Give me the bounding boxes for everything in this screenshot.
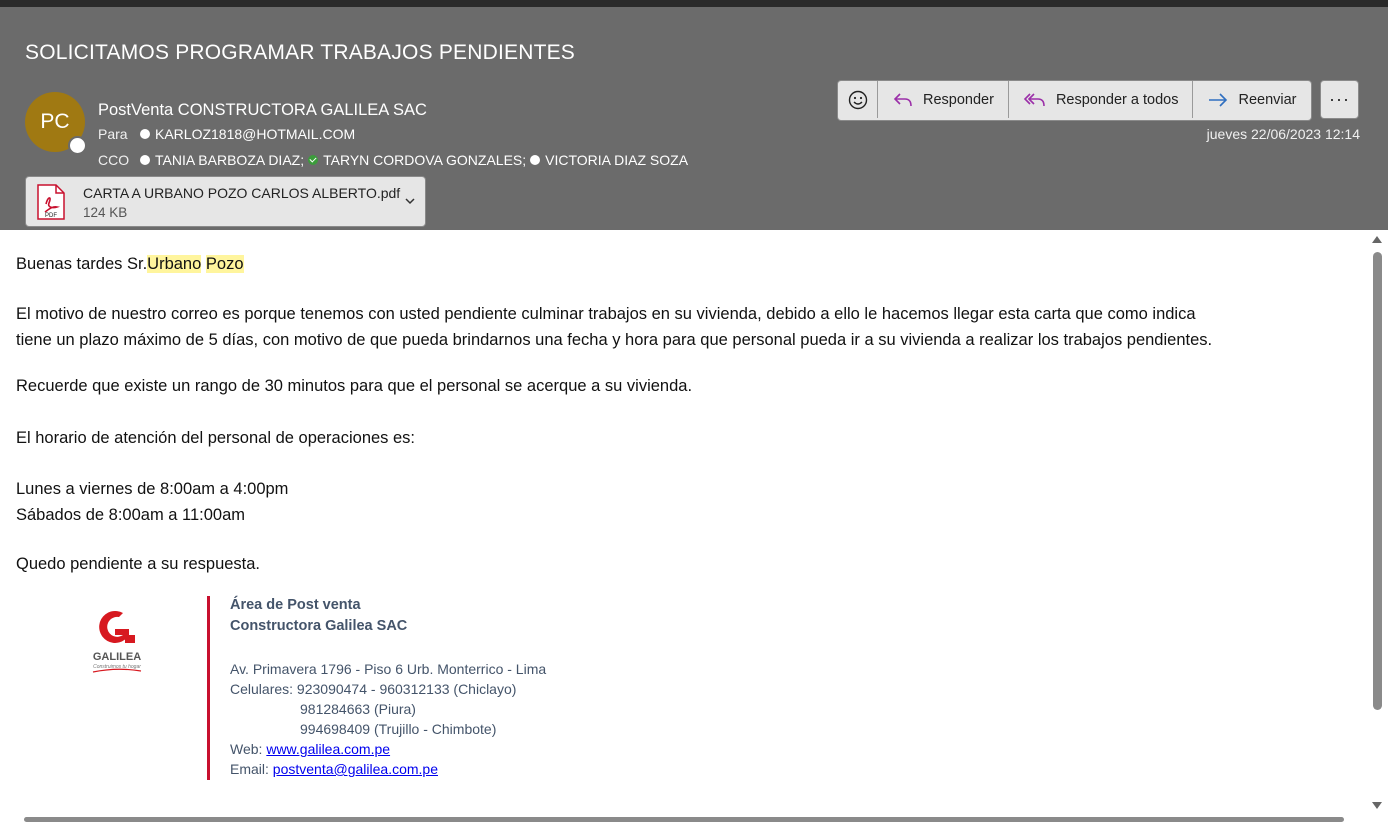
avatar-initials: PC	[40, 110, 70, 133]
phone-number: 994698409 (Trujillo - Chimbote)	[300, 721, 497, 737]
action-toolbar	[837, 80, 1312, 121]
web-link[interactable]: www.galilea.com.pe	[266, 741, 391, 757]
reply-button[interactable]	[878, 81, 1009, 118]
cco-label: CCO	[98, 152, 130, 168]
attachment-name: CARTA A URBANO POZO CARLOS ALBERTO.pdf	[83, 185, 401, 201]
vertical-scrollbar[interactable]	[1368, 230, 1388, 815]
more-actions-button[interactable]	[1320, 80, 1359, 119]
phone-number: 981284663 (Piura)	[300, 701, 416, 717]
pdf-icon-label: PDF	[45, 213, 57, 219]
highlight-pozo: Pozo	[205, 255, 244, 273]
attachment-size: 124 KB	[83, 205, 128, 220]
scroll-up-icon[interactable]	[1372, 236, 1382, 243]
signature-web	[230, 741, 390, 757]
recipient-to[interactable]: KARLOZ1818@HOTMAIL.COM	[155, 126, 356, 142]
presence-dot-icon	[140, 129, 150, 139]
presence-available-icon	[308, 155, 318, 165]
message-body	[0, 230, 1368, 815]
reply-label: Responder	[923, 91, 994, 108]
greeting	[16, 251, 244, 277]
more-dots-icon: ···	[1329, 89, 1350, 109]
pdf-file-icon	[36, 184, 66, 220]
signature-dept: Área de Post venta	[230, 597, 361, 613]
paragraph: El horario de atención del personal de operaciones es:	[16, 429, 416, 447]
email-subject: SOLICITAMOS PROGRAMAR TRABAJOS PENDIENTES	[25, 41, 576, 64]
greeting-text: Buenas tardes Sr.	[16, 255, 148, 273]
horizontal-scrollbar[interactable]	[0, 815, 1368, 822]
scrollbar-thumb[interactable]	[24, 817, 1344, 822]
logo-text: GALILEA	[92, 651, 142, 663]
forward-label: Reenviar	[1238, 91, 1297, 108]
paragraph-line: tiene un plazo máximo de 5 días, con motivo de que pueda brindarnos una fecha y hora para que personal pueda ir a su vivienda a realizar los trabajos pendientes.	[16, 331, 1213, 349]
web-label: Web:	[230, 741, 263, 757]
to-label: Para	[98, 126, 128, 142]
presence-status-icon	[68, 136, 87, 155]
signature-phones	[230, 681, 516, 697]
paragraph-line: El motivo de nuestro correo es porque tenemos con usted pendiente culminar trabajos en su vivienda, debido a ello le hacemos llegar esta carta que como indica	[16, 305, 1196, 323]
signature-address: Av. Primavera 1796 - Piso 6 Urb. Monterrico - Lima	[230, 661, 547, 677]
sent-date: jueves 22/06/2023 12:14	[1206, 126, 1360, 142]
scrollbar-thumb[interactable]	[1373, 252, 1382, 710]
recipient-cco[interactable]: TANIA BARBOZA DIAZ;	[155, 152, 305, 168]
message-header	[0, 0, 1388, 230]
recipient-cco[interactable]: TARYN CORDOVA GONZALES;	[323, 152, 527, 168]
highlight-urbano: Urbano	[147, 255, 202, 273]
logo-tagline: Construimos tu hogar	[93, 664, 141, 670]
smiley-icon	[848, 90, 868, 110]
scroll-down-icon[interactable]	[1372, 802, 1382, 809]
paragraph: Recuerde que existe un rango de 30 minutos para que el personal se acerque a su vivienda.	[16, 377, 693, 395]
recipient-cco[interactable]: VICTORIA DIAZ SOZA	[545, 152, 689, 168]
paragraph: Quedo pendiente a su respuesta.	[16, 555, 261, 573]
presence-dot-icon	[140, 155, 150, 165]
reply-all-button[interactable]	[1009, 81, 1194, 118]
signature-email	[230, 761, 438, 777]
phones-label: Celulares:	[230, 681, 294, 697]
reply-all-label: Responder a todos	[1055, 91, 1179, 108]
email-link[interactable]: postventa@galilea.com.pe	[272, 761, 438, 777]
forward-arrow-icon	[1207, 91, 1229, 109]
signature-divider	[207, 596, 210, 780]
phone-number: 923090474 - 960312133 (Chiclayo)	[296, 681, 517, 697]
forward-button[interactable]	[1193, 81, 1310, 118]
sender-name[interactable]: PostVenta CONSTRUCTORA GALILEA SAC	[98, 101, 427, 119]
schedule-line: Sábados de 8:00am a 11:00am	[16, 506, 246, 524]
schedule-line: Lunes a viernes de 8:00am a 4:00pm	[16, 480, 289, 498]
galilea-logo	[85, 605, 149, 677]
email-label: Email:	[230, 761, 269, 777]
presence-dot-icon	[530, 155, 540, 165]
chevron-down-icon[interactable]	[402, 193, 418, 209]
reply-all-icon	[1023, 91, 1047, 109]
signature-company: Constructora Galilea SAC	[230, 618, 408, 634]
cco-row	[98, 152, 692, 168]
attachment-card[interactable]	[25, 176, 426, 227]
to-row	[98, 126, 359, 142]
reaction-button[interactable]	[838, 81, 878, 118]
reply-icon	[892, 91, 914, 109]
